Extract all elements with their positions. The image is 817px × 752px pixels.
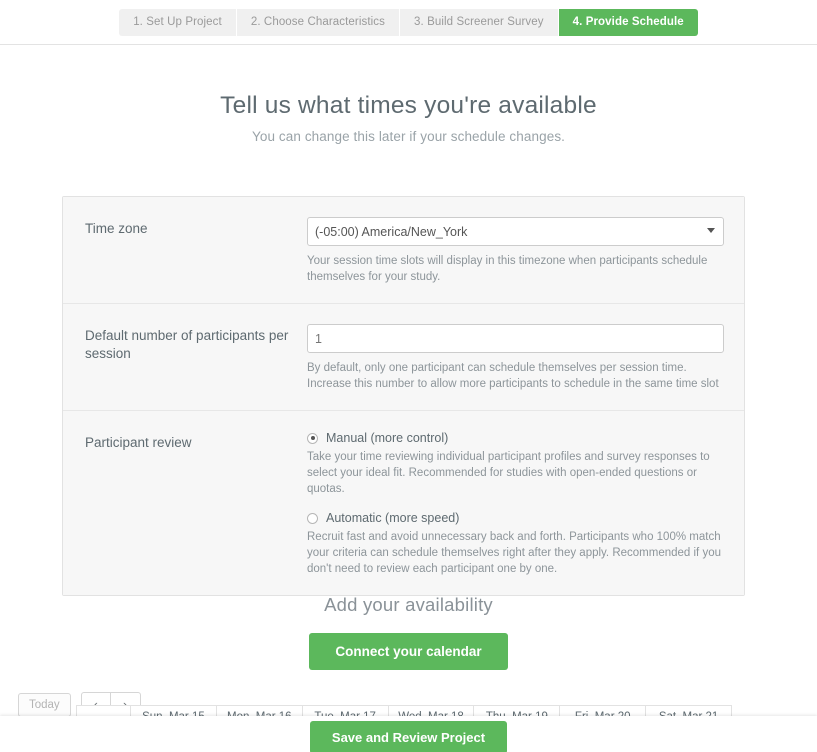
page-heading-block <box>0 92 817 144</box>
page-subtitle: You can change this later if your schedule changes. <box>251 129 566 144</box>
review-option-automatic[interactable] <box>307 511 727 525</box>
step-build-screener-survey[interactable]: 3. Build Screener Survey <box>400 9 559 36</box>
radio-automatic-icon[interactable] <box>307 513 318 524</box>
calendar-today-button[interactable]: Today <box>18 693 71 717</box>
step-provide-schedule[interactable]: 4. Provide Schedule <box>559 9 698 36</box>
timezone-field <box>307 217 727 285</box>
schedule-settings-card <box>62 196 745 596</box>
radio-manual-icon[interactable] <box>307 433 318 444</box>
participants-per-session-field <box>307 324 727 392</box>
step-set-up-project[interactable]: 1. Set Up Project <box>119 9 237 36</box>
page-title: Tell us what times you're available <box>220 92 597 119</box>
review-option-manual-helper: Take your time reviewing individual participant profiles and survey responses to select your ideal fit. Recommended for studies with open-ended questions or quotas. <box>307 451 710 495</box>
review-option-automatic-label: Automatic (more speed) <box>326 511 460 525</box>
participants-per-session-input[interactable] <box>307 324 724 353</box>
timezone-select[interactable] <box>307 217 724 246</box>
save-and-review-project-button[interactable]: Save and Review Project <box>310 721 507 752</box>
participants-per-session-row <box>63 304 744 411</box>
connect-calendar-wrap <box>0 633 817 670</box>
timezone-helper-text: Your session time slots will display in this timezone when participants schedule themselves for your study. <box>307 255 708 283</box>
timezone-label: Time zone <box>85 221 148 236</box>
connect-calendar-button[interactable]: Connect your calendar <box>309 633 507 670</box>
step-list <box>119 9 698 36</box>
availability-section <box>0 568 817 717</box>
footer-action-bar <box>0 716 817 752</box>
review-option-manual[interactable] <box>307 431 727 445</box>
participants-per-session-label: Default number of participants per session <box>85 328 289 361</box>
review-option-automatic-helper: Recruit fast and avoid unnecessary back and forth. Participants who 100% match your criteria can schedule themselves right after they apply. Recommended if you don't need to review each participant one by one. <box>307 531 721 575</box>
availability-title: Add your availability <box>324 594 493 615</box>
progress-step-bar <box>0 0 817 45</box>
timezone-row <box>63 197 744 304</box>
step-choose-characteristics[interactable]: 2. Choose Characteristics <box>237 9 400 36</box>
participants-helper-text: By default, only one participant can schedule themselves per session time. Increase this number to allow more participants to schedule in the same time slot <box>307 362 719 390</box>
participant-review-label: Participant review <box>85 435 192 450</box>
review-option-manual-label: Manual (more control) <box>326 431 449 445</box>
participant-review-field <box>307 431 727 577</box>
timezone-select-wrap <box>307 217 724 246</box>
